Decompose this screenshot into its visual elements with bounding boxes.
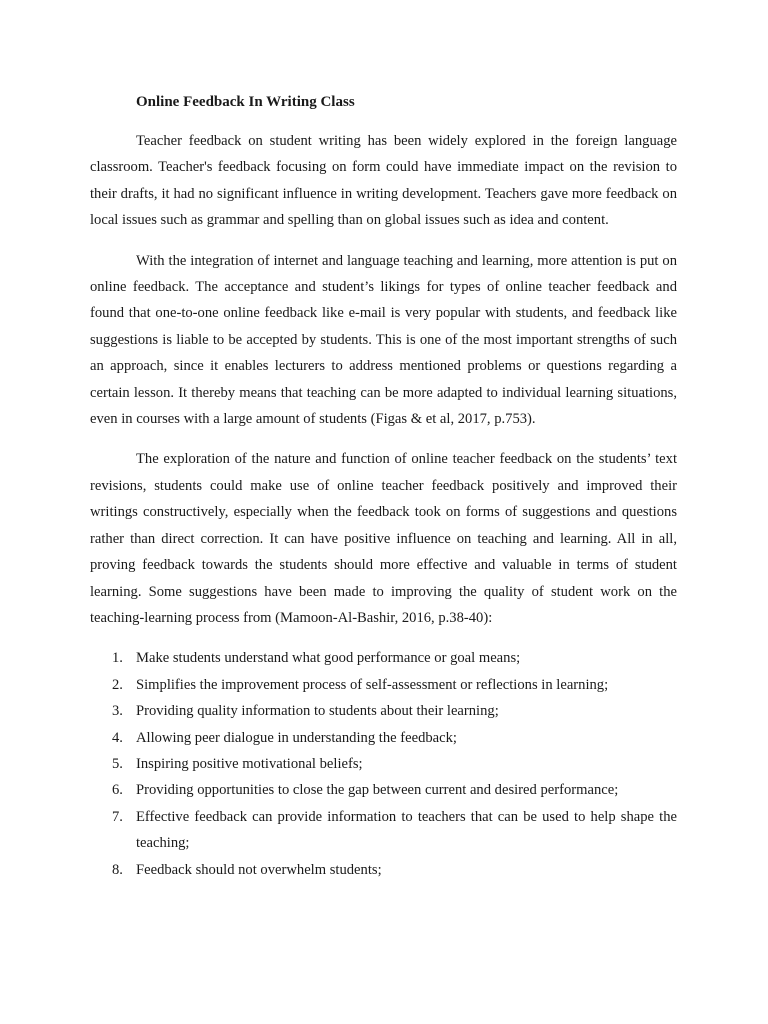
list-item-number: 5.: [112, 755, 123, 772]
list-item: [90, 777, 677, 803]
list-item-text: Effective feedback can provide information to teachers that can be used to help shape the teaching;: [136, 808, 677, 852]
paragraph-2: With the integration of internet and language teaching and learning, more attention is put on online feedback. The acceptance and student’s likings for types of online teacher feedback and found that one-to-one online feedback like e-mail is very popular with students, and feedback like suggestions is liable to be accepted by students. This is one of the most important strengths of such an approach, since it enables lecturers to address mentioned problems or questions regarding a certain lesson. It thereby means that teaching can be more adapted to individual learning situations, even in courses with a large amount of students (Figas & et al, 2017, p.753).: [90, 252, 677, 428]
list-item-text: Simplifies the improvement process of self-assessment or reflections in learning;: [136, 676, 609, 693]
list-item: [90, 725, 677, 751]
list-item: [90, 645, 677, 671]
list-item-text: Feedback should not overwhelm students;: [136, 861, 382, 878]
list-item-number: 4.: [112, 729, 123, 746]
list-item-number: 6.: [112, 782, 123, 799]
list-item-number: 8.: [112, 861, 123, 878]
list-item: [90, 698, 677, 724]
suggestions-list: [90, 645, 677, 883]
list-item: [90, 751, 677, 777]
document-title: Online Feedback In Writing Class: [136, 94, 355, 110]
list-item: [90, 857, 677, 883]
list-item-text: Allowing peer dialogue in understanding the feedback;: [136, 729, 457, 746]
list-item-text: Providing quality information to students about their learning;: [136, 703, 499, 720]
list-item-number: 2.: [112, 676, 123, 693]
list-item: [90, 672, 677, 698]
list-item: [90, 804, 677, 857]
list-item-number: 7.: [112, 808, 123, 825]
list-item-text: Providing opportunities to close the gap between current and desired performance;: [136, 782, 619, 799]
document-body: [90, 92, 677, 883]
list-item-number: 1.: [112, 650, 123, 667]
list-item-number: 3.: [112, 703, 123, 720]
paragraph-1: Teacher feedback on student writing has been widely explored in the foreign language classroom. Teacher's feedback focusing on form could have immediate impact on the revision to their drafts, it had no significant influence in writing development. Teachers gave more feedback on local issues such as grammar and spelling than on global issues such as idea and content.: [90, 133, 677, 229]
list-item-text: Inspiring positive motivational beliefs;: [136, 755, 363, 772]
list-item-text: Make students understand what good performance or goal means;: [136, 650, 521, 667]
paragraph-3: The exploration of the nature and function of online teacher feedback on the students’ text revisions, students could make use of online teacher feedback positively and improved their writings constructively, especially when the feedback took on forms of suggestions and questions rather than direct correction. It can have positive influence on teaching and learning. All in all, proving feedback towards the students should more effective and valuable in terms of student learning. Some suggestions have been made to improving the quality of student work on the teaching-learning process from (Mamoon-Al-Bashir, 2016, p.38-40):: [90, 451, 677, 626]
